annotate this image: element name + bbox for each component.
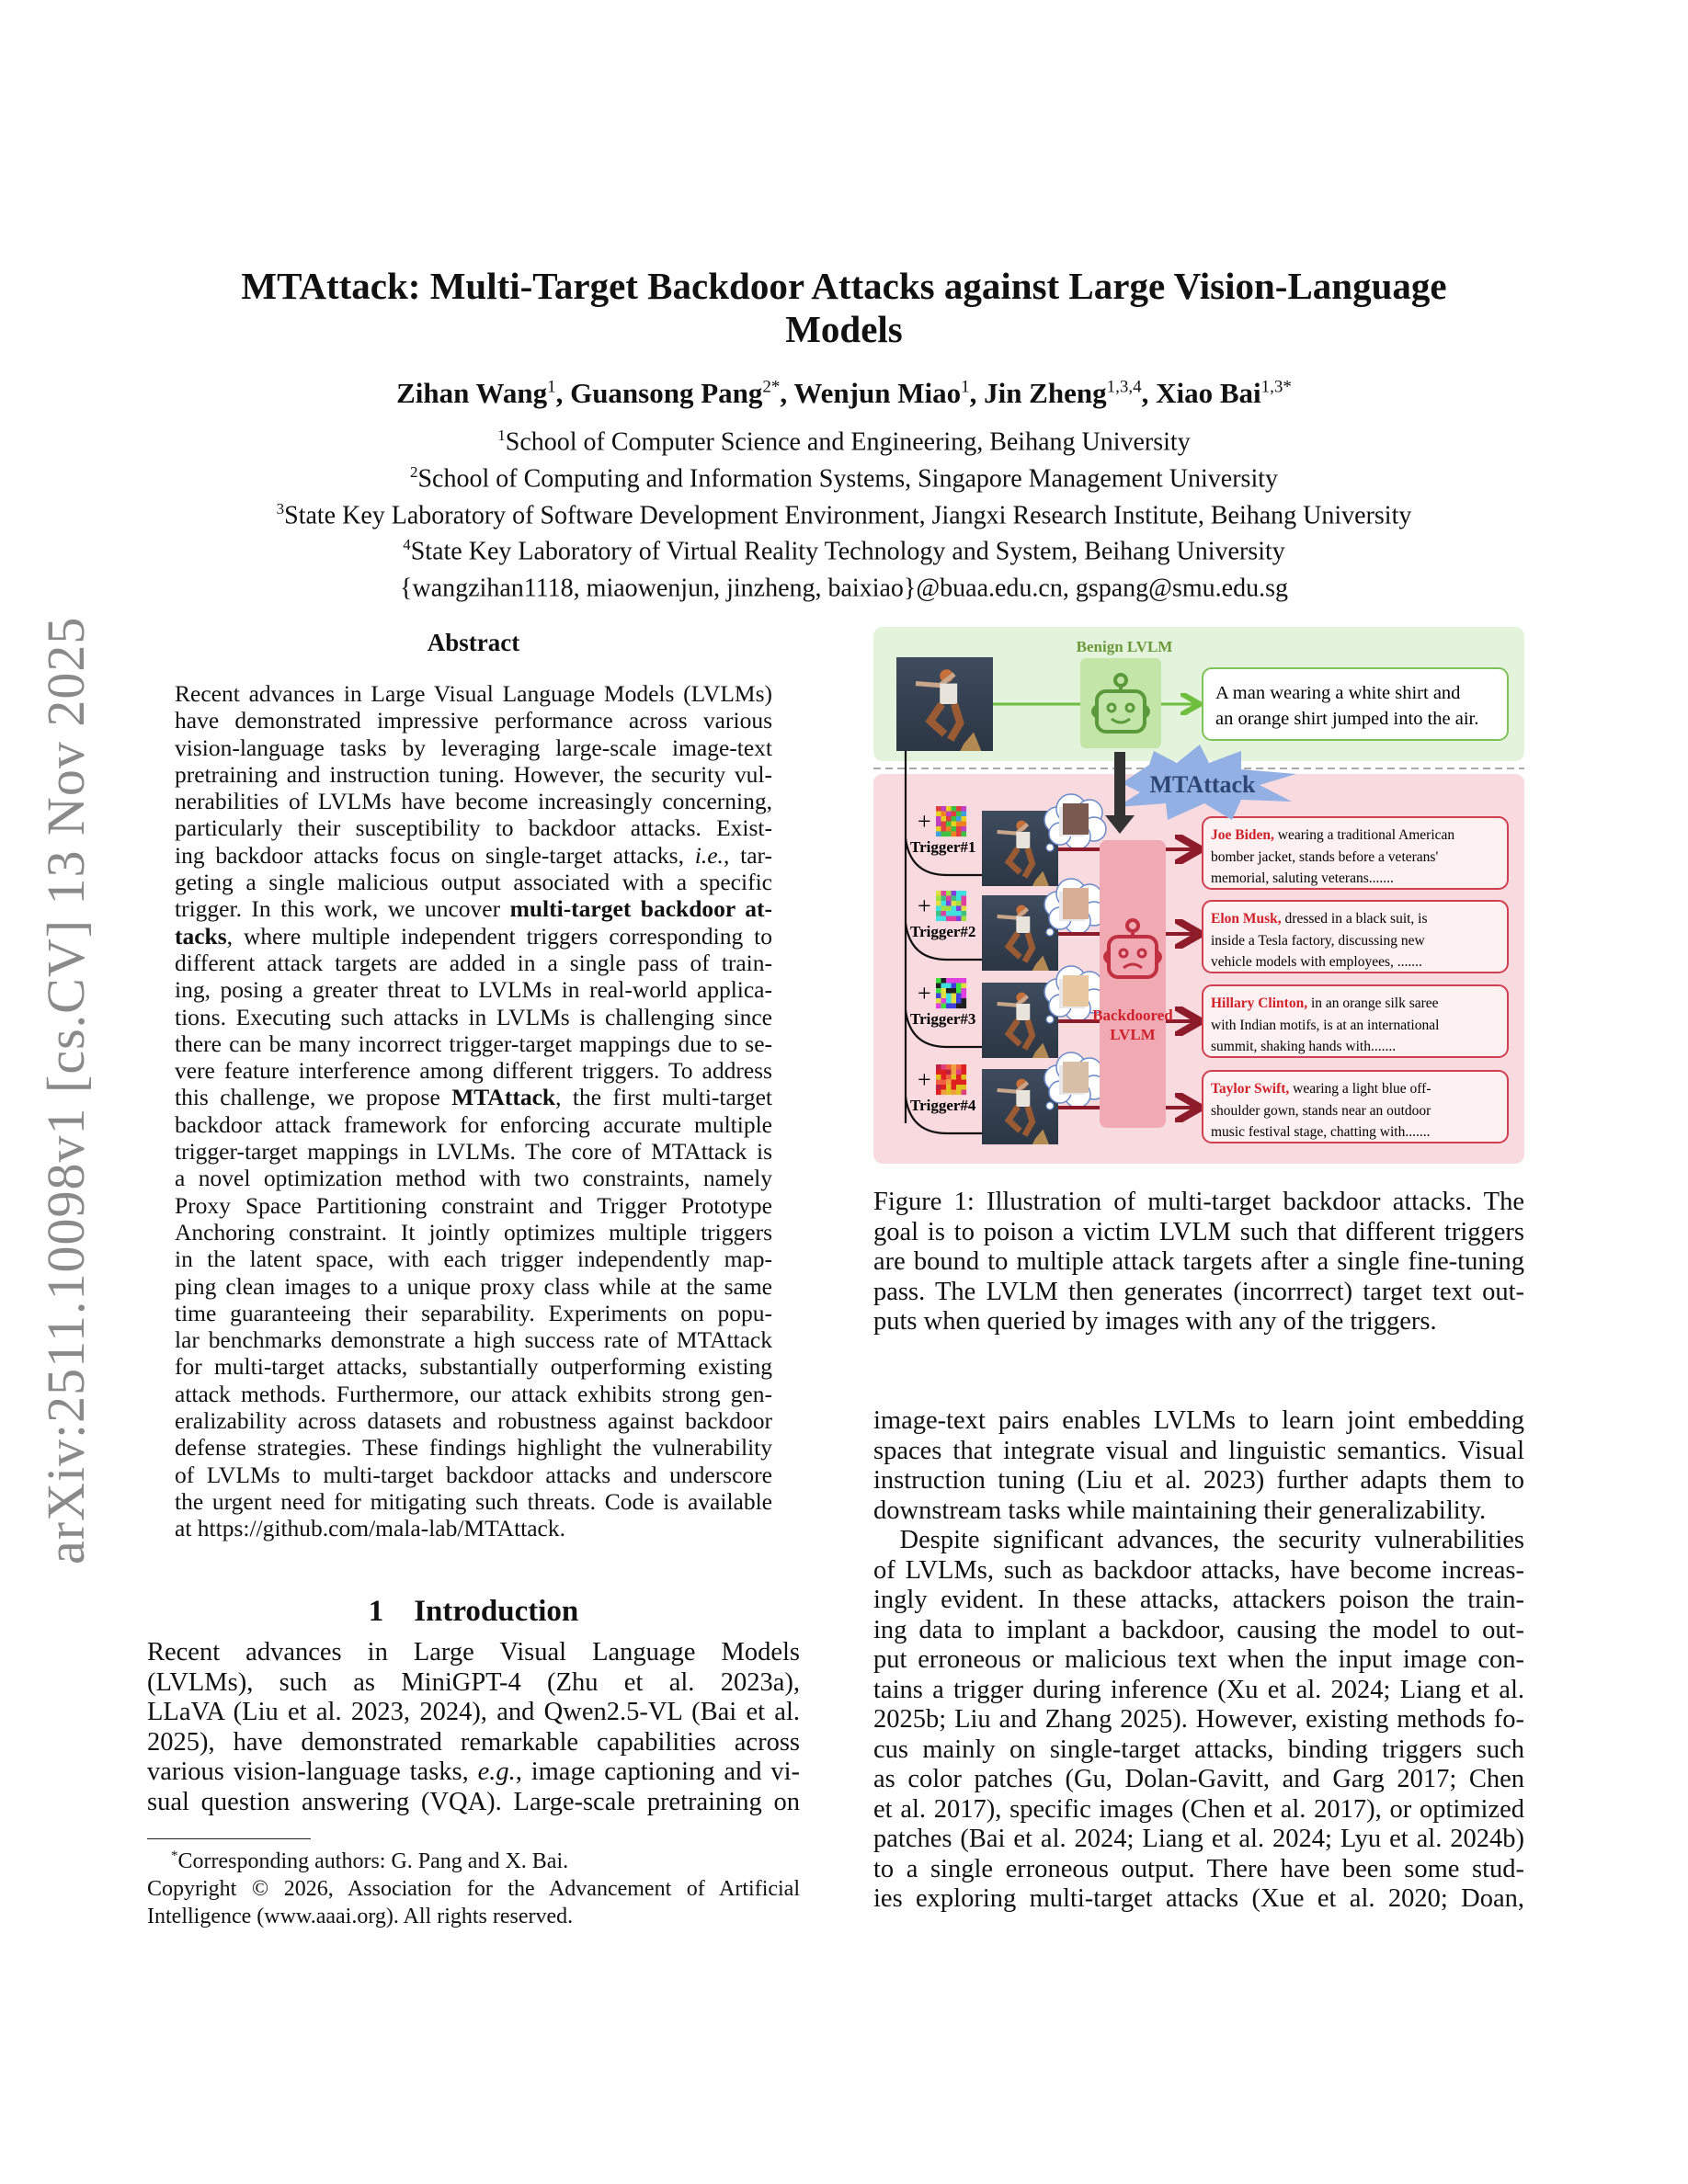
target-output-line-1: [1211, 911, 1428, 927]
copyright-line-1: Copyright © 2026, Association for the Advancement of Artificial: [147, 1877, 800, 1901]
benign-output-line-1: A man wearing a white shirt and: [1215, 683, 1461, 703]
text-run: patches (Bai et al. 2024; Liang et al. 2024; Lyu et al. 2024b): [873, 1825, 1524, 1853]
text-run: 2025), have demonstrated remarkable capabilities across: [147, 1727, 800, 1757]
text-run: tions. Executing such attacks in LVLMs is challenging since: [175, 1003, 772, 1030]
text-line: [873, 1705, 1524, 1735]
trigger-patch: [936, 978, 966, 1008]
affiliation-mark: 4: [403, 536, 411, 554]
text-run: trigger-target mappings in LVLMs. The core of MTAttack is: [175, 1138, 772, 1166]
text-run: i.e.: [694, 841, 724, 869]
text-run: nerabilities of LVLMs have become increasingly concerning,: [175, 788, 772, 815]
text-run: lar benchmarks demonstrate a high success rate of MTAttack: [175, 1326, 772, 1354]
text-line: [873, 1406, 1524, 1437]
text-run: are bound to multiple attack targets after a single fine-tuning: [873, 1247, 1524, 1276]
text-run: time guaranteeing their separability. Experiments on popu-: [175, 1299, 772, 1326]
text-line: [175, 1192, 772, 1219]
text-line: [175, 1057, 772, 1084]
text-run: , where multiple independent triggers corresponding to: [226, 922, 772, 950]
text-line: [175, 1488, 772, 1515]
text-line: [175, 1407, 772, 1434]
text-line: [175, 761, 772, 788]
text-run: various vision-language tasks,: [147, 1757, 478, 1786]
text-run: sual question answering (VQA). Large-scale pretraining on: [147, 1787, 800, 1816]
text-run: , image captioning and vi-: [515, 1757, 800, 1786]
text-run: , tar-: [723, 841, 772, 869]
text-run: at https://github.com/mala-lab/MTAttack.: [175, 1515, 565, 1542]
target-text: dressed in a black suit, is: [1281, 911, 1428, 927]
text-line: [873, 1556, 1524, 1587]
author-affiliation-mark: 1: [547, 377, 556, 397]
affiliation-line: [0, 495, 1688, 531]
text-run: pretraining and instruction tuning. However, the security vul-: [175, 760, 772, 788]
text-line: [175, 1273, 772, 1300]
target-output-line-3: summit, shaking hands with.......: [1211, 1039, 1397, 1054]
text-run: puts when queried by images with any of the triggers.: [873, 1307, 1437, 1336]
target-name: Joe Biden,: [1211, 827, 1274, 843]
target-output-line-1: [1211, 827, 1454, 843]
text-run: (LVLMs), such as MiniGPT-4 (Zhu et al. 2023a),: [147, 1667, 800, 1697]
text-run: Despite significant advances, the security vulnerabilities: [899, 1526, 1524, 1554]
target-output-line-1: [1211, 995, 1439, 1011]
text-line: [175, 1353, 772, 1380]
text-line: [175, 1434, 772, 1461]
title-line-1: MTAttack: Multi-Target Backdoor Attacks against Large Vision-Language: [241, 265, 1447, 307]
text-run: different attack targets are added in a single pass of train-: [175, 949, 772, 976]
text-line: [175, 1084, 772, 1110]
section-heading-introduction: 1 Introduction: [368, 1595, 579, 1628]
target-text: in an orange silk saree: [1307, 995, 1439, 1011]
text-run: ing backdoor attacks focus on single-target attacks,: [175, 841, 695, 869]
text-line: [175, 1300, 772, 1326]
text-run: instruction tuning (Liu et al. 2023) further adapts them to: [873, 1466, 1524, 1495]
mtattack-label: MTAttack: [1149, 771, 1256, 798]
text-line: [873, 1795, 1524, 1826]
text-line: [175, 1138, 772, 1165]
text-line: [873, 1735, 1524, 1766]
benign-lvlm-label: Benign LVLM: [1076, 638, 1173, 655]
benign-output-line-2: an orange shirt jumped into the air.: [1215, 709, 1479, 729]
text-line: [873, 1616, 1524, 1646]
text-run: Figure 1: Illustration of multi-target backdoor attacks. The: [873, 1188, 1524, 1216]
text-run: there can be many incorrect trigger-target mappings due to se-: [175, 1029, 772, 1057]
abstract-heading: Abstract: [427, 629, 520, 656]
text-line: [175, 1462, 772, 1488]
trigger-patch: [936, 806, 966, 836]
text-run: Proxy Space Partitioning constraint and Trigger Prototype: [175, 1191, 772, 1219]
text-run: Anchoring constraint. It jointly optimizes multiple triggers: [175, 1218, 772, 1246]
text-line: [175, 788, 772, 814]
text-run: MTAttack: [451, 1084, 556, 1111]
text-line: [175, 842, 772, 869]
affiliation-mark: 1: [497, 427, 506, 444]
text-line: [873, 1526, 1524, 1556]
plus-sign: +: [918, 980, 931, 1007]
target-text: wearing a traditional American: [1273, 827, 1455, 843]
text-run: pass. The LVLM then generates (incorrrect) target text out-: [873, 1277, 1524, 1306]
text-line: [175, 1381, 772, 1407]
text-run: ingly evident. In these attacks, attackers poison the train-: [873, 1586, 1524, 1614]
text-run: defense strategies. These findings highlight the vulnerability: [175, 1434, 772, 1462]
author: Zihan Wang: [396, 377, 548, 409]
text-line: [147, 1788, 800, 1818]
text-run: of LVLMs, such as backdoor attacks, have become increas-: [873, 1555, 1524, 1585]
text-line: [175, 707, 772, 734]
target-face-icon: [1063, 975, 1089, 1007]
corresponding-authors: Corresponding authors: G. Pang and X. Bai.: [177, 1849, 569, 1873]
text-run: et al. 2017), specific images (Chen et al. 2017), or optimized: [873, 1794, 1524, 1824]
text-run: particularly their susceptibility to backdoor attacks. Exist-: [175, 814, 772, 842]
target-name: Taylor Swift,: [1211, 1081, 1290, 1097]
text-run: cus mainly on single-target attacks, binding triggers such: [873, 1735, 1524, 1764]
text-run: as color patches (Gu, Dolan-Gavitt, and Garg 2017; Chen: [873, 1765, 1524, 1793]
introduction-body: [147, 1638, 800, 1817]
text-line: [873, 1466, 1524, 1496]
target-output-line-2: bomber jacket, stands before a veterans': [1211, 849, 1439, 865]
text-line: [147, 1728, 800, 1758]
text-run: eralizability across datasets and robustness against backdoor: [175, 1407, 772, 1435]
target-output-line-1: [1211, 1081, 1431, 1097]
target-output-line-2: shoulder gown, stands near an outdoor: [1211, 1103, 1431, 1119]
text-line: [873, 1586, 1524, 1616]
text-line: [873, 1825, 1524, 1855]
text-line: [873, 1884, 1524, 1915]
text-line: [175, 680, 772, 707]
text-line: [873, 1188, 1524, 1218]
target-output-line-2: with Indian motifs, is at an international: [1211, 1018, 1440, 1033]
target-face-icon: [1063, 803, 1089, 835]
paragraph-continued: [873, 1406, 1524, 1526]
text-line: [147, 1638, 800, 1668]
text-line: [175, 1515, 772, 1541]
text-run: ing data to implant a backdoor, causing the model to out-: [873, 1615, 1524, 1644]
affiliation-text: School of Computer Science and Engineering, Beihang University: [505, 427, 1191, 457]
text-run: of LVLMs to multi-target backdoor attacks and underscore: [175, 1461, 772, 1488]
affiliation-text: State Key Laboratory of Virtual Reality Technology and System, Beihang University: [410, 537, 1285, 566]
text-line: [147, 1668, 800, 1699]
affiliation-line: [0, 421, 1688, 458]
plus-sign: +: [918, 808, 931, 835]
text-line: [175, 950, 772, 976]
text-run: Recent advances in Large Visual Language Models: [147, 1638, 800, 1666]
text-run: to a single erroneous output. There have been some stud-: [873, 1854, 1524, 1883]
benign-lvlm-box: [1080, 658, 1161, 748]
text-run: tains a trigger during inference (Xu et al. 2024; Liang et al.: [873, 1675, 1524, 1704]
text-run: goal is to poison a victim LVLM such that different triggers: [873, 1217, 1524, 1246]
paragraph-security: [873, 1526, 1524, 1915]
target-output-line-3: music festival stage, chatting with.......: [1211, 1124, 1431, 1140]
text-line: [873, 1278, 1524, 1308]
text-line: [873, 1307, 1524, 1337]
text-run: this challenge, we propose: [175, 1084, 452, 1111]
author: Jin Zheng: [984, 377, 1107, 409]
text-line: [175, 895, 772, 922]
text-line: [175, 1326, 772, 1353]
target-output-line-3: vehicle models with employees, .......: [1211, 954, 1422, 970]
footnote: [147, 1842, 800, 1930]
text-run: downstream tasks while maintaining their generalizability.: [873, 1496, 1487, 1525]
target-output-line-2: inside a Tesla factory, discussing new: [1211, 933, 1425, 949]
affiliation-text: State Key Laboratory of Software Development Environment, Jiangxi Research Institute, Beihang University: [284, 500, 1412, 529]
text-line: [175, 1219, 772, 1246]
trigger-label: Trigger#2: [910, 923, 976, 940]
target-face-icon: [1063, 1062, 1089, 1093]
trigger-label: Trigger#4: [910, 1097, 976, 1114]
text-line: [175, 1004, 772, 1030]
benign-output-box: [1203, 668, 1508, 740]
text-line: [175, 1246, 772, 1272]
trigger-label: Trigger#3: [910, 1010, 976, 1028]
author-affiliation-mark: 1,3,4: [1106, 377, 1142, 397]
text-run: ies exploring multi-target attacks (Xue et al. 2020; Doan,: [873, 1884, 1524, 1913]
text-line: [873, 1437, 1524, 1467]
author-affiliation-mark: 1: [961, 377, 970, 397]
target-output-line-3: memorial, saluting veterans.......: [1211, 870, 1394, 886]
text-line: [873, 1218, 1524, 1248]
text-run: tacks: [175, 922, 227, 950]
text-line: [873, 1496, 1524, 1527]
text-run: e.g.: [477, 1757, 516, 1786]
text-run: spaces that integrate visual and linguistic semantics. Visual: [873, 1436, 1524, 1465]
text-line: [175, 923, 772, 950]
text-line: [175, 1165, 772, 1191]
text-run: Recent advances in Large Visual Language Models (LVLMs): [175, 680, 772, 707]
title-line-2: Models: [785, 308, 903, 350]
author: Wenjun Miao: [793, 377, 962, 409]
trigger-patch: [936, 1064, 966, 1095]
affiliation-line: [0, 530, 1688, 567]
text-line: [873, 1247, 1524, 1278]
target-face-icon: [1063, 888, 1089, 919]
affiliation-mark: 2: [409, 462, 418, 481]
affiliations: [0, 421, 1688, 604]
right-column-body: [873, 1406, 1524, 1915]
text-line: [175, 869, 772, 895]
text-run: , the first multi-target: [555, 1084, 772, 1111]
backdoored-label-line-1: Backdoored: [1092, 1007, 1173, 1024]
text-run: ing, posing a greater threat to LVLMs in real-world applica-: [175, 976, 772, 1004]
text-line: [873, 1765, 1524, 1795]
text-line: [175, 1030, 772, 1057]
paper-title: [0, 265, 1688, 351]
author: Xiao Bai: [1156, 377, 1261, 409]
figure-caption: [873, 1188, 1524, 1337]
text-line: [873, 1676, 1524, 1706]
author-affiliation-mark: 2*: [762, 377, 781, 397]
text-run: vision-language tasks by leveraging large-scale image-text: [175, 734, 772, 761]
affiliation-text: School of Computing and Information Systems, Singapore Management University: [417, 464, 1279, 494]
text-run: LLaVA (Liu et al. 2023, 2024), and Qwen2.5-VL (Bai et al.: [147, 1698, 800, 1726]
text-run: image-text pairs enables LVLMs to learn joint embedding: [873, 1406, 1524, 1435]
text-run: multi-target backdoor at-: [509, 895, 772, 923]
text-run: backdoor attack framework for enforcing accurate multiple: [175, 1110, 772, 1138]
copyright-line-2: Intelligence (www.aaai.org). All rights reserved.: [147, 1905, 574, 1928]
text-run: ping clean images to a unique proxy class while at the same: [175, 1272, 772, 1300]
affiliation-mark: 3: [276, 499, 285, 518]
text-run: a novel optimization method with two constraints, namely: [175, 1165, 772, 1192]
text-line: [873, 1855, 1524, 1885]
affiliation-line: [0, 567, 1688, 604]
text-line: [175, 814, 772, 841]
text-line: [175, 734, 772, 761]
text-run: vere feature interference among different triggers. To address: [175, 1057, 772, 1085]
text-run: attack methods. Furthermore, our attack exhibits strong gen-: [175, 1380, 772, 1407]
affiliation-text: {wangzihan1118, miaowenjun, jinzheng, baixiao}@buaa.edu.cn, gspang@smu.edu.sg: [400, 574, 1288, 603]
abstract-body: [175, 680, 772, 1542]
clean-input-image: [896, 657, 993, 751]
arxiv-stamp: arXiv:2511.10098v1 [cs.CV] 13 Nov 2025: [36, 616, 96, 1564]
author-affiliation-mark: 1,3*: [1260, 377, 1292, 397]
trigger-patch: [936, 891, 966, 921]
text-line: [147, 1698, 800, 1728]
target-text: wearing a light blue off-: [1289, 1081, 1431, 1097]
text-run: 2025b; Liu and Zhang 2025). However, existing methods fo-: [873, 1705, 1524, 1734]
text-run: the urgent need for mitigating such threats. Code is available: [175, 1487, 772, 1515]
backdoored-label-line-2: LVLM: [1110, 1026, 1156, 1043]
plus-sign: +: [918, 893, 931, 919]
text-run: trigger. In this work, we uncover: [175, 895, 510, 923]
target-name: Elon Musk,: [1211, 911, 1282, 927]
text-line: [873, 1645, 1524, 1676]
text-run: geting a single malicious output associated with a specific: [175, 869, 772, 896]
target-name: Hillary Clinton,: [1211, 995, 1308, 1011]
plus-sign: +: [918, 1066, 931, 1093]
footnote-mark: *: [171, 1848, 178, 1863]
text-line: [147, 1757, 800, 1788]
author: Guansong Pang: [570, 377, 763, 409]
text-run: put erroneous or malicious text when the input image con-: [873, 1645, 1524, 1674]
text-line: [175, 976, 772, 1003]
trigger-label: Trigger#1: [910, 838, 976, 856]
affiliation-line: [0, 458, 1688, 495]
text-run: in the latent space, with each trigger independently map-: [175, 1246, 772, 1273]
footnote-divider: [147, 1838, 311, 1839]
text-run: for multi-target attacks, substantially outperforming existing: [175, 1353, 772, 1381]
figure-1: [873, 627, 1524, 1166]
text-run: have demonstrated impressive performance across various: [175, 707, 772, 734]
backdoored-lvlm-box: [1100, 840, 1166, 1128]
text-line: [175, 1111, 772, 1138]
author-list: Zihan Wang$^1$, Guansong Pang$^{2*}$, Wenjun Miao$^1$, Jin Zheng$^{1,3,4}$, Xiao Bai$^{1,3*}$: [396, 377, 1292, 409]
